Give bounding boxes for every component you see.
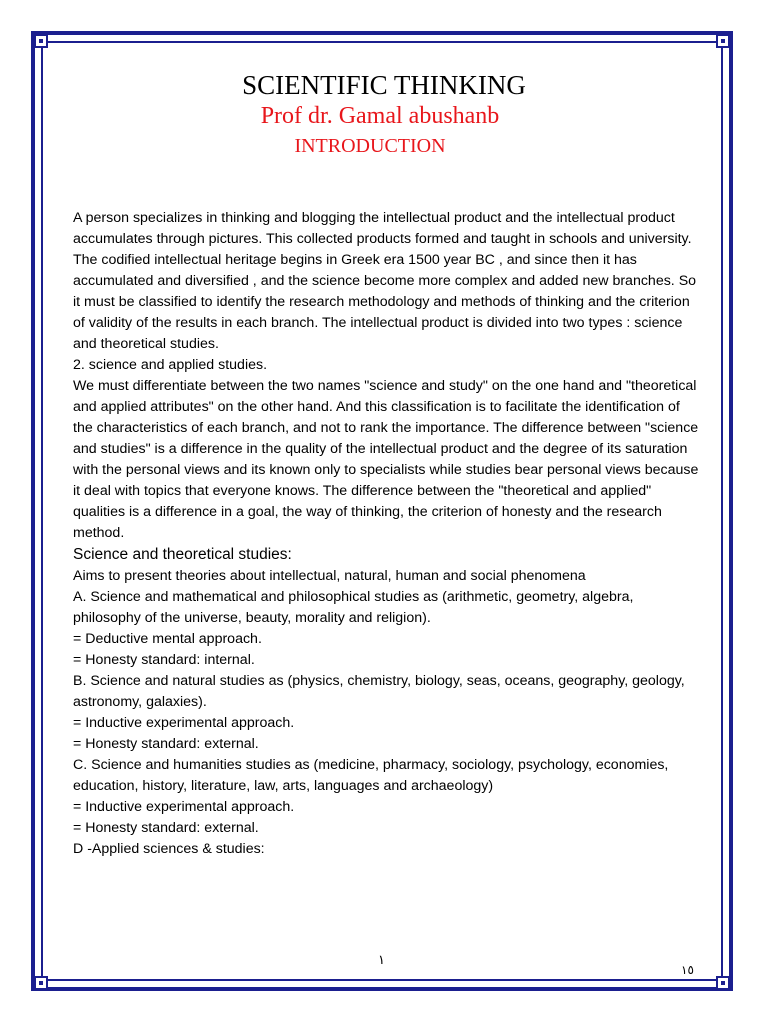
body-line: D -Applied sciences & studies: [73, 841, 265, 857]
body-line: = Deductive mental approach. [73, 631, 262, 647]
author-name: Prof dr. Gamal abushanb [260, 103, 500, 129]
body-paragraph: We must differentiate between the two names "science and study" on the one hand and "theoretical and applied attributes" on the other hand. And this classification is to facilitate the identification of the characteristics of each branch, and not to rank the importance. The difference between "science and studies" is a difference in the quality of the intellectual product and the degree of its saturation with the personal views and its known only to specialists while studies bear personal views because it deal with topics that everyone knows. The difference between the "theoretical and applied" qualities is a difference in a goal, the way of thinking, the criterion of honesty and the research method. [73, 378, 699, 541]
document-body [73, 208, 703, 860]
corner-ornament-top-left [34, 34, 48, 48]
body-line: Aims to present theories about intellectual, natural, human and social phenomena [73, 568, 586, 584]
body-line: = Honesty standard: external. [73, 820, 259, 836]
section-heading: INTRODUCTION [294, 135, 446, 157]
body-line: = Honesty standard: external. [73, 736, 259, 752]
body-line: = Inductive experimental approach. [73, 715, 295, 731]
body-paragraph: A person specializes in thinking and blogging the intellectual product and the intellectual product accumulates through pictures. This collected products formed and taught in schools and university. The codified intellectual heritage begins in Greek era 1500 year BC , and since then it has accumulated and diversified , and the science become more complex and added new branches. So it must be classified to identify the research methodology and methods of thinking and the criterion of validity of the results in each branch. The intellectual product is divided into two types : science and theoretical studies. [73, 210, 697, 352]
body-line: A. Science and mathematical and philosophical studies as (arithmetic, geometry, algebra, philosophy of the universe, beauty, morality and religion). [73, 589, 634, 626]
body-line: = Honesty standard: internal. [73, 652, 255, 668]
corner-ornament-bottom-right [716, 976, 730, 990]
document-title: SCIENTIFIC THINKING [242, 70, 526, 100]
corner-ornament-top-right [716, 34, 730, 48]
corner-ornament-bottom-left [34, 976, 48, 990]
body-line: C. Science and humanities studies as (medicine, pharmacy, sociology, psychology, economies, education, history, literature, law, arts, languages and archaeology) [73, 757, 669, 794]
page-total: ١٥ [681, 963, 694, 977]
page-number: ١ [378, 953, 385, 968]
body-line: B. Science and natural studies as (physics, chemistry, biology, seas, oceans, geography, geology, astronomy, galaxies). [73, 673, 685, 710]
body-paragraph: 2. science and applied studies. [73, 357, 268, 373]
subheading: Science and theoretical studies: [73, 546, 292, 563]
body-line: = Inductive experimental approach. [73, 799, 295, 815]
